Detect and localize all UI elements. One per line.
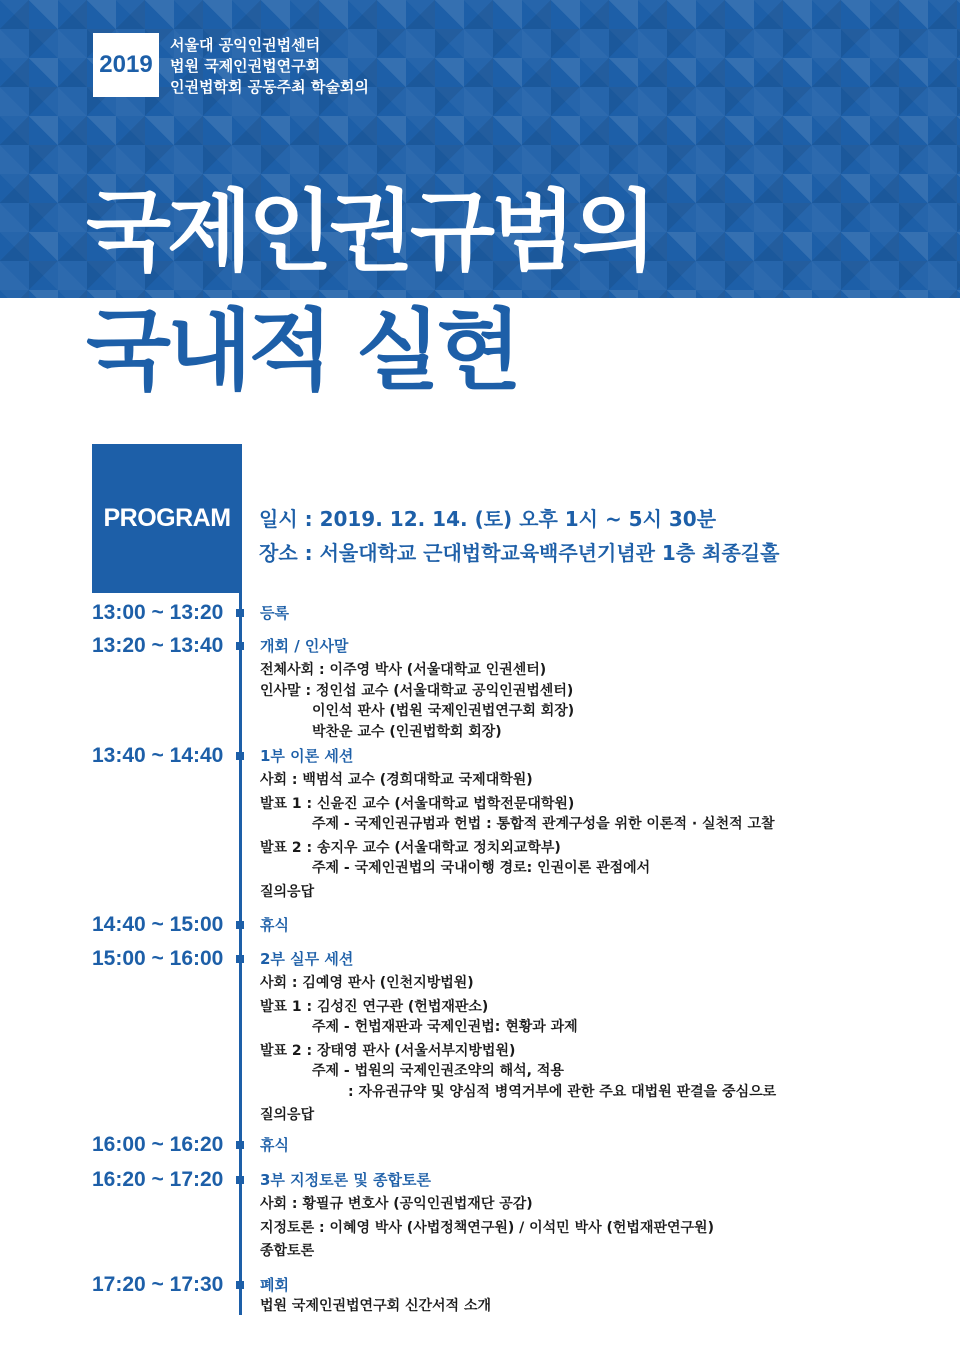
timeline-marker (236, 1176, 244, 1184)
session-time: 16:00 ~ 16:20 (92, 1133, 224, 1156)
session-time: 13:20 ~ 13:40 (92, 634, 224, 657)
session-title: 개회 / 인사말 (260, 637, 349, 655)
session-detail-line: 법원 국제인권법연구회 신간서적 소개 (260, 1298, 492, 1314)
session-detail-line: 전체사회 : 이주영 박사 (서울대학교 인권센터) (260, 662, 547, 678)
timeline-marker (236, 752, 244, 760)
session-title: 휴식 (260, 1136, 289, 1154)
session-detail-line: 사회 : 백범석 교수 (경희대학교 국제대학원) (260, 772, 533, 788)
session-detail-line: 주제 - 국제인권법의 국내이행 경로: 인권이론 관점에서 (312, 860, 651, 876)
session-details (260, 973, 776, 1126)
session-time: 16:20 ~ 17:20 (92, 1168, 224, 1191)
event-info (259, 502, 779, 570)
program-label: PROGRAM (92, 444, 242, 593)
session-detail-line: 질의응답 (260, 1107, 315, 1123)
session-time: 17:20 ~ 17:30 (92, 1273, 224, 1296)
session-title: 3부 지정토론 및 종합토론 (260, 1171, 432, 1189)
event-venue: 장소 : 서울대학교 근대법학교육백주년기념관 1층 최종길홀 (259, 541, 780, 565)
session-time: 15:00 ~ 16:00 (92, 947, 224, 970)
session-detail-line: 발표 2 : 송지우 교수 (서울대학교 정치외교학부) (260, 839, 561, 856)
timeline-marker (236, 609, 244, 617)
session-detail-line: 발표 2 : 장태영 판사 (서울서부지방법원) (260, 1042, 516, 1059)
session-detail-line: 종합토론 (260, 1243, 315, 1259)
session-detail-line: 이인석 판사 (법원 국제인권법연구회 회장) (312, 703, 575, 719)
session-details (260, 1296, 491, 1317)
timeline-marker (236, 921, 244, 929)
timeline-marker (236, 955, 244, 963)
session-detail-line: 발표 1 : 김성진 연구관 (헌법재판소) (260, 998, 489, 1015)
session-title: 폐회 (260, 1276, 289, 1294)
session-details (260, 660, 574, 742)
year-badge: 2019 (93, 33, 159, 97)
session-detail-line: 사회 : 김예영 판사 (인천지방법원) (260, 975, 474, 991)
session-detail-line: 지정토론 : 이혜영 박사 (사법정책연구원) / 이석민 박사 (헌법재판연구원) (260, 1219, 714, 1236)
session-title: 휴식 (260, 916, 289, 934)
session-detail-line: 주제 - 헌법재판과 국제인권법: 현황과 과제 (312, 1019, 578, 1035)
session-title: 등록 (260, 604, 289, 622)
session-detail-line: 질의응답 (260, 883, 315, 900)
session-details (260, 1194, 714, 1262)
organizer-line: 인권법학회 공동주최 학술회의 (170, 78, 369, 96)
session-time: 13:40 ~ 14:40 (92, 744, 224, 767)
organizers (170, 35, 369, 98)
session-detail-line: 주제 - 법원의 국제인권조약의 해석, 적용 (312, 1063, 564, 1079)
organizer-line: 서울대 공익인권법센터 (170, 36, 321, 54)
event-date: 일시 : 2019. 12. 14. (토) 오후 1시 ~ 5시 30분 (259, 507, 717, 531)
title-line-1: 국제인권규범의 (86, 180, 654, 283)
timeline-marker (236, 642, 244, 650)
session-detail-line: 발표 1 : 신윤진 교수 (서울대학교 법학전문대학원) (260, 795, 575, 812)
session-title: 2부 실무 세션 (260, 950, 354, 968)
session-details (260, 770, 775, 902)
session-time: 13:00 ~ 13:20 (92, 601, 224, 624)
title-line-2: 국내적 실현 (86, 299, 518, 402)
session-detail-line: : 자유권규약 및 양심적 병역거부에 관한 주요 대법원 판결을 중심으로 (348, 1083, 777, 1100)
session-detail-line: 박찬운 교수 (인권법학회 회장) (312, 723, 502, 740)
session-detail-line: 인사말 : 정인섭 교수 (서울대학교 공익인권법센터) (260, 682, 574, 699)
session-detail-line: 주제 - 국제인권규범과 헌법 : 통합적 관계구성을 위한 이론적 · 실천적 고찰 (312, 816, 775, 832)
timeline-marker (236, 1141, 244, 1149)
organizer-line: 법원 국제인권법연구회 (170, 57, 321, 75)
session-title: 1부 이론 세션 (260, 747, 354, 765)
timeline-marker (236, 1281, 244, 1289)
session-time: 14:40 ~ 15:00 (92, 913, 224, 936)
session-detail-line: 사회 : 황필규 변호사 (공익인권법재단 공감) (260, 1196, 533, 1212)
